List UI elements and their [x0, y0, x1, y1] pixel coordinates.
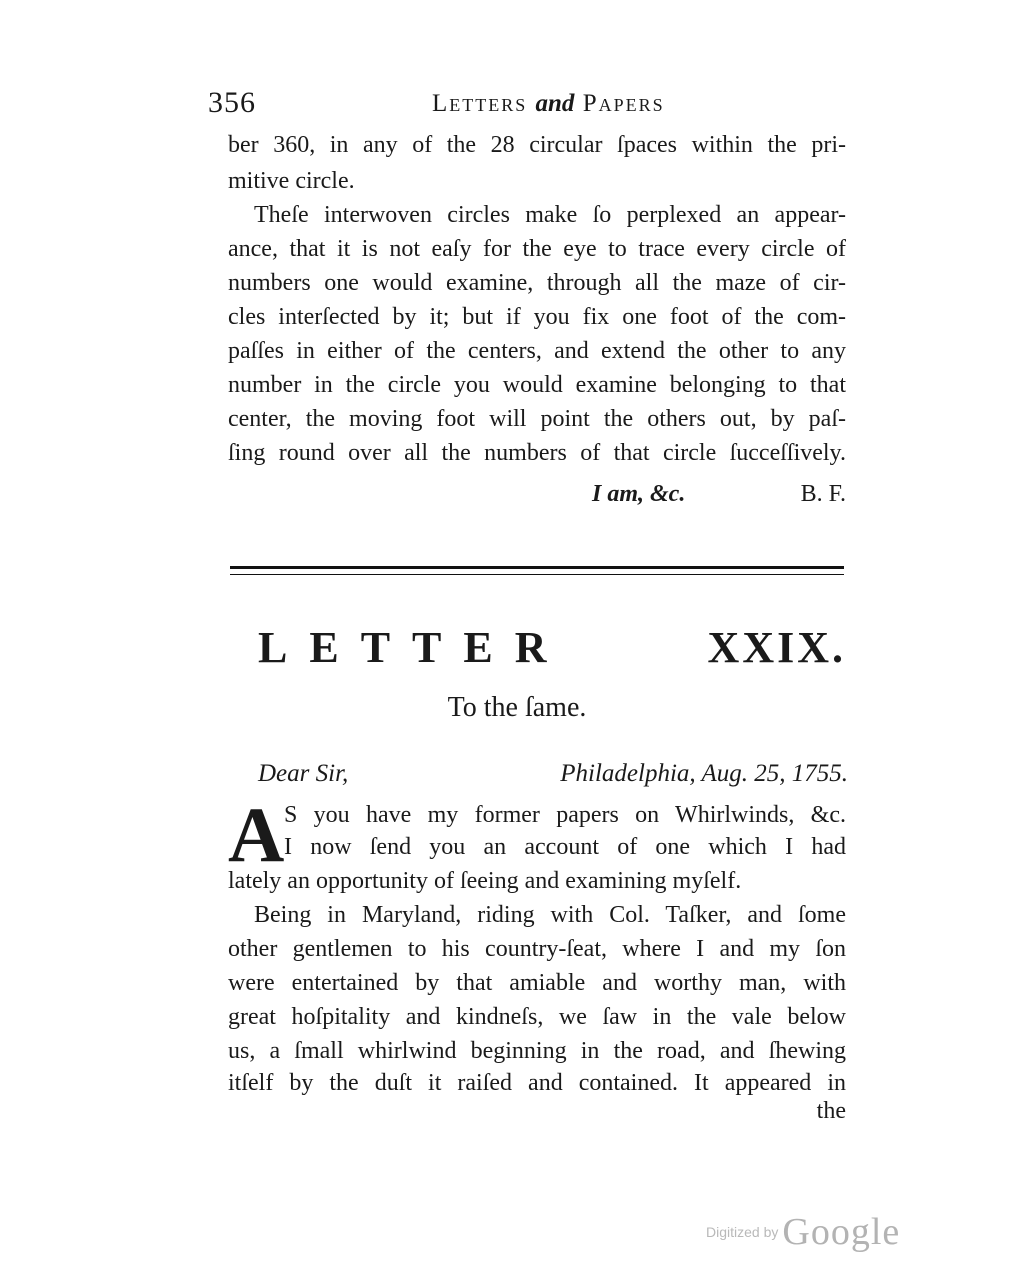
drop-cap: A — [228, 791, 285, 878]
section-rule — [230, 566, 844, 569]
text-line: center, the moving foot will point the others out, by paſ- — [228, 406, 846, 432]
letter-heading — [258, 622, 846, 670]
section-rule-thin — [230, 574, 844, 575]
text-line: mitive circle. — [228, 168, 355, 194]
letter-heading-number: XXIX. — [707, 623, 846, 672]
sign-off-line — [228, 481, 846, 511]
text-line: paſſes in either of the centers, and extend the other to any — [228, 338, 846, 364]
addressee-line: To the ſame. — [447, 692, 587, 723]
running-title — [432, 90, 665, 118]
text-line: cles interſected by it; but if you fix one foot of the com- — [228, 304, 846, 330]
text-line: ance, that it is not eaſy for the eye to trace every circle of — [228, 236, 846, 262]
catchword: the — [816, 1098, 846, 1124]
letter-heading-word: LETTER — [258, 623, 569, 672]
running-title-right: Papers — [582, 90, 665, 117]
running-title-and: and — [535, 90, 575, 117]
sign-off: I am, &c. — [592, 481, 686, 507]
text-line: I now ſend you an account of one which I had — [284, 834, 846, 860]
text-line: us, a ſmall whirlwind beginning in the road, and ſhewing — [228, 1038, 846, 1064]
text-line: ber 360, in any of the 28 circular ſpaces within the pri- — [228, 132, 846, 158]
google-logo: Google — [782, 1211, 901, 1253]
text-line: Being in Maryland, riding with Col. Taſker, and ſome — [254, 902, 846, 928]
text-line: great hoſpitality and kindneſs, we ſaw in the vale below — [228, 1004, 846, 1030]
text-line: were entertained by that amiable and worthy man, with — [228, 970, 846, 996]
text-line: lately an opportunity of ſeeing and examining myſelf. — [228, 868, 742, 894]
place-date: Philadelphia, Aug. 25, 1755. — [560, 760, 848, 787]
signature: B. F. — [800, 481, 846, 507]
text-line: itſelf by the duſt it raiſed and contained. It appeared in — [228, 1070, 846, 1096]
running-title-left: Letters — [432, 90, 528, 117]
google-watermark — [706, 1210, 901, 1253]
salutation: Dear Sir, — [258, 760, 349, 787]
text-line: numbers one would examine, through all the maze of cir- — [228, 270, 846, 296]
text-line: number in the circle you would examine belonging to that — [228, 372, 846, 398]
page-header — [208, 86, 848, 126]
text-line: Theſe interwoven circles make ſo perplexed an appear- — [254, 202, 846, 228]
text-line: S you have my former papers on Whirlwinds, &c. — [284, 802, 846, 828]
text-line: other gentlemen to his country-ſeat, where I and my ſon — [228, 936, 846, 962]
text-line: ſing round over all the numbers of that circle ſucceſſively. — [228, 440, 846, 466]
watermark-small-text: Digitized by — [706, 1224, 779, 1240]
dateline — [258, 760, 848, 792]
page-number: 356 — [208, 86, 256, 119]
